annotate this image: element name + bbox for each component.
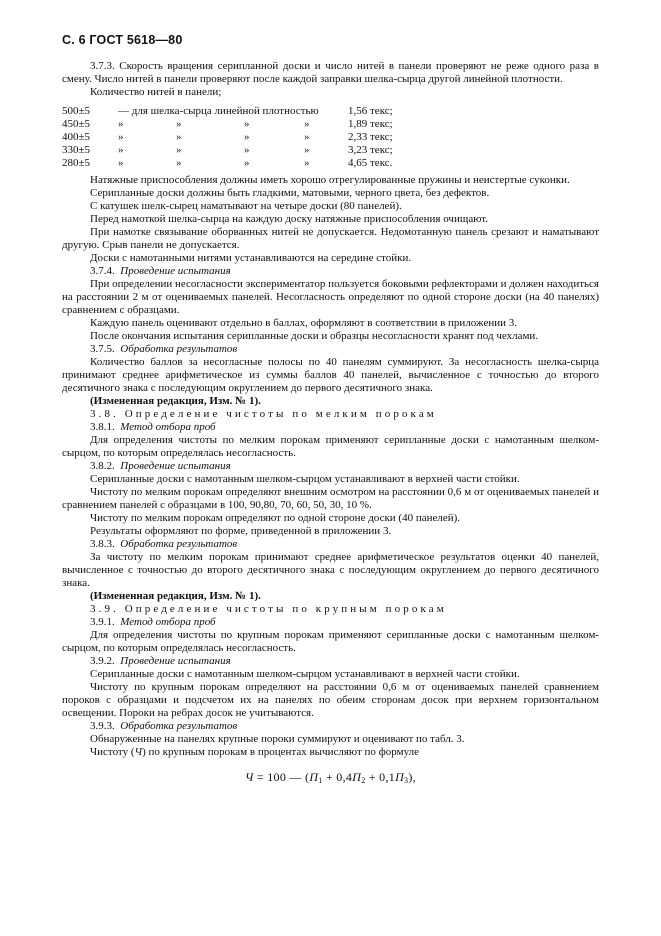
ditto-mark: » [244,144,250,156]
formula-part: + 0,4 [322,770,353,784]
heading-title: Обработка результатов [120,343,238,355]
ditto-mark: » [244,118,250,130]
paragraph-scoring: Каждую панель оценивают отдельно в баллах, оформляют в соответствии в приложении 3. [90,317,518,329]
ditto-mark: » [176,157,182,169]
thread-count-value: 500±5 [62,105,91,117]
paragraph-results-form: Результаты оформляют по форме, приведенной в приложении 3. [90,525,392,537]
text-run: ) по крупным порокам в процентах вычисляют по формуле [142,746,419,758]
paragraph-board-placement: Серипланные доски с намотанным шелком-сырцом устанавливают в верхней части стойки. [90,473,520,485]
heading-3-7-4 [62,265,599,278]
formula-part: ), [408,770,416,784]
thread-count-row [62,118,428,131]
paragraph-reels: С катушек шелк-сырец наматывают на четыре доски (80 панелей). [90,200,402,212]
heading-title: Проведение испытания [120,655,231,667]
formula-lhs: Ч [245,770,254,784]
section-3-8-title: 3.8. Определение чистоты по мелким порокам [90,408,437,420]
thread-count-table [62,105,428,170]
heading-number: 3.8.2. [90,460,115,472]
linear-density: 3,23 текс; [348,144,393,156]
ditto-mark: » [304,131,310,143]
heading-number: 3.9.2. [90,655,115,667]
edit-note: (Измененная редакция, Изм. № 1). [90,395,261,407]
linear-density: 4,65 текс. [348,157,393,169]
paragraph-small-defects-result: За чистоту по мелким порокам принимают среднее арифметическое результатов оценки 40 панелей, вычисленное с точностью до второго десятичного знака с последующим округлением до первого десятичного знака. [62,551,599,589]
heading-3-7-5 [62,343,599,356]
ditto-mark: » [244,131,250,143]
heading-3-8-3 [62,538,599,551]
formula-sub: 3 [404,776,409,785]
heading-number: 3.8.1. [90,421,115,433]
ditto-mark: » [304,157,310,169]
paragraph-table3: Обнаруженные на панелях крупные пороки суммируют и оценивают по табл. 3. [90,733,465,745]
heading-number: 3.9.1. [90,616,115,628]
formula-var: П [352,770,362,784]
paragraph-storage: После окончания испытания серипланные доски и образцы несогласности хранят под чехлами. [90,330,539,342]
paragraph-3-7-3: 3.7.3. Скорость вращения серипланной доски и число нитей в панели проверяют не реже одного раза в смену. Число нитей в панели проверяют после каждой заправки шелка-сырца другой линейной плотности. [62,60,599,85]
heading-title: Обработка результатов [120,720,238,732]
paragraph-large-defects-sampling: Для определения чистоты по крупным порокам применяют серипланные доски с намотанным шелком-сырцом, по которым определялась несогласность. [62,629,599,654]
thread-count-row [62,144,428,157]
paragraph-winding: При намотке связывание оборванных нитей не допускается. Недомотанную панель срезают и наматывают другую. Срыв панели не допускается. [62,226,599,251]
heading-3-9-3 [62,720,599,733]
page-header: С. 6 ГОСТ 5618—80 [62,33,183,47]
formula-var: П [309,770,319,784]
heading-title: Метод отбора проб [120,616,216,628]
paragraph-reflectors: При определении несогласности экспериментатор пользуется боковыми рефлекторами и должен находиться на расстоянии 2 м от оцениваемых панелей. Несогласность определяют по одной стороне доски (на 40 панелях) сравнением с образцами. [62,278,599,316]
ditto-mark: » [118,118,124,130]
purity-formula [62,771,599,784]
paragraph-results-uneven: Количество баллов за несогласные полосы по 40 панелям суммируют. За несогласность шелка-сырца принимают среднее арифметическое из суммы баллов 40 панелей, вычисленное с точностью до второго десятичного знака с последующим округлением до первого десятичного знака. [62,356,599,394]
heading-3-8-2 [62,460,599,473]
paragraph-board-placement-2: Серипланные доски с намотанным шелком-сырцом устанавливают в верхней части стойки. [90,668,520,680]
heading-title: Метод отбора проб [120,421,216,433]
section-3-9-title: 3.9. Определение чистоты по крупным порокам [90,603,447,615]
paragraph-one-side: Чистоту по мелким порокам определяют по одной стороне доски (40 панелей). [90,512,461,524]
ditto-mark: » [118,157,124,169]
heading-title: Проведение испытания [120,265,231,277]
heading-3-8-1 [62,421,599,434]
formula-sub: 1 [318,776,323,785]
paragraph-mounting: Доски с намотанными нитями устанавливаются на середине стойки. [90,252,412,264]
thread-count-description: — для шелка-сырца линейной плотностью [118,105,319,117]
thread-count-row [62,157,428,170]
formula-sub: 2 [361,776,366,785]
heading-title: Проведение испытания [120,460,231,472]
threads-count-intro: Количество нитей в панели; [90,86,222,98]
heading-number: 3.8.3. [90,538,115,550]
heading-3-9-2 [62,655,599,668]
paragraph-tensioners: Натяжные приспособления должны иметь хорошо отрегулированные пружины и неистертые суконки. [90,174,570,186]
formula-part: = 100 — ( [253,770,310,784]
edit-note: (Измененная редакция, Изм. № 1). [90,590,261,602]
heading-number: 3.9.3. [90,720,115,732]
thread-count-row [62,131,428,144]
heading-3-9-1 [62,616,599,629]
ditto-mark: » [118,144,124,156]
ditto-mark: » [304,118,310,130]
thread-count-row [62,105,428,118]
thread-count-value: 330±5 [62,144,91,156]
ditto-mark: » [304,144,310,156]
document-body [62,60,599,784]
heading-title: Обработка результатов [120,538,238,550]
ditto-mark: » [244,157,250,169]
thread-count-value: 400±5 [62,131,91,143]
linear-density: 1,89 текс; [348,118,393,130]
formula-part: + 0,1 [365,770,396,784]
ditto-mark: » [176,144,182,156]
ditto-mark: » [176,118,182,130]
linear-density: 2,33 текс; [348,131,393,143]
paragraph-boards: Серипланные доски должны быть гладкими, матовыми, черного цвета, без дефектов. [90,187,490,199]
heading-number: 3.7.4. [90,265,115,277]
thread-count-value: 450±5 [62,118,91,130]
paragraph-small-defects-inspection: Чистоту по мелким порокам определяют внешним осмотром на расстоянии 0,6 м от оцениваемых панелей и сравнением панелей с образцами в 100, 90,80, 70, 60, 50, 30, 10 %. [62,486,599,511]
paragraph-cleaning: Перед намоткой шелка-сырца на каждую доску натяжные приспособления очищают. [90,213,488,225]
linear-density: 1,56 текс; [348,105,393,117]
text-run: Чистоту ( [90,746,135,758]
paragraph-small-defects-sampling: Для определения чистоты по мелким порокам применяют серипланные доски с намотанным шелком-сырцом, по которым определялась несогласность. [62,434,599,459]
heading-number: 3.7.5. [90,343,115,355]
ditto-mark: » [118,131,124,143]
paragraph-large-defects-inspection: Чистоту по крупным порокам определяют на расстоянии 0,6 м от оцениваемых панелей сравнением пороков с образцами и подсчетом их на панелях по обеим сторонам досок при верхнем горизонтальном освещении. Пороки на ребрах досок не учитываются. [62,681,599,719]
formula-var: П [395,770,405,784]
symbol-ch: Ч [134,746,143,758]
paragraph-formula-intro [62,746,599,759]
ditto-mark: » [176,131,182,143]
thread-count-value: 280±5 [62,157,91,169]
